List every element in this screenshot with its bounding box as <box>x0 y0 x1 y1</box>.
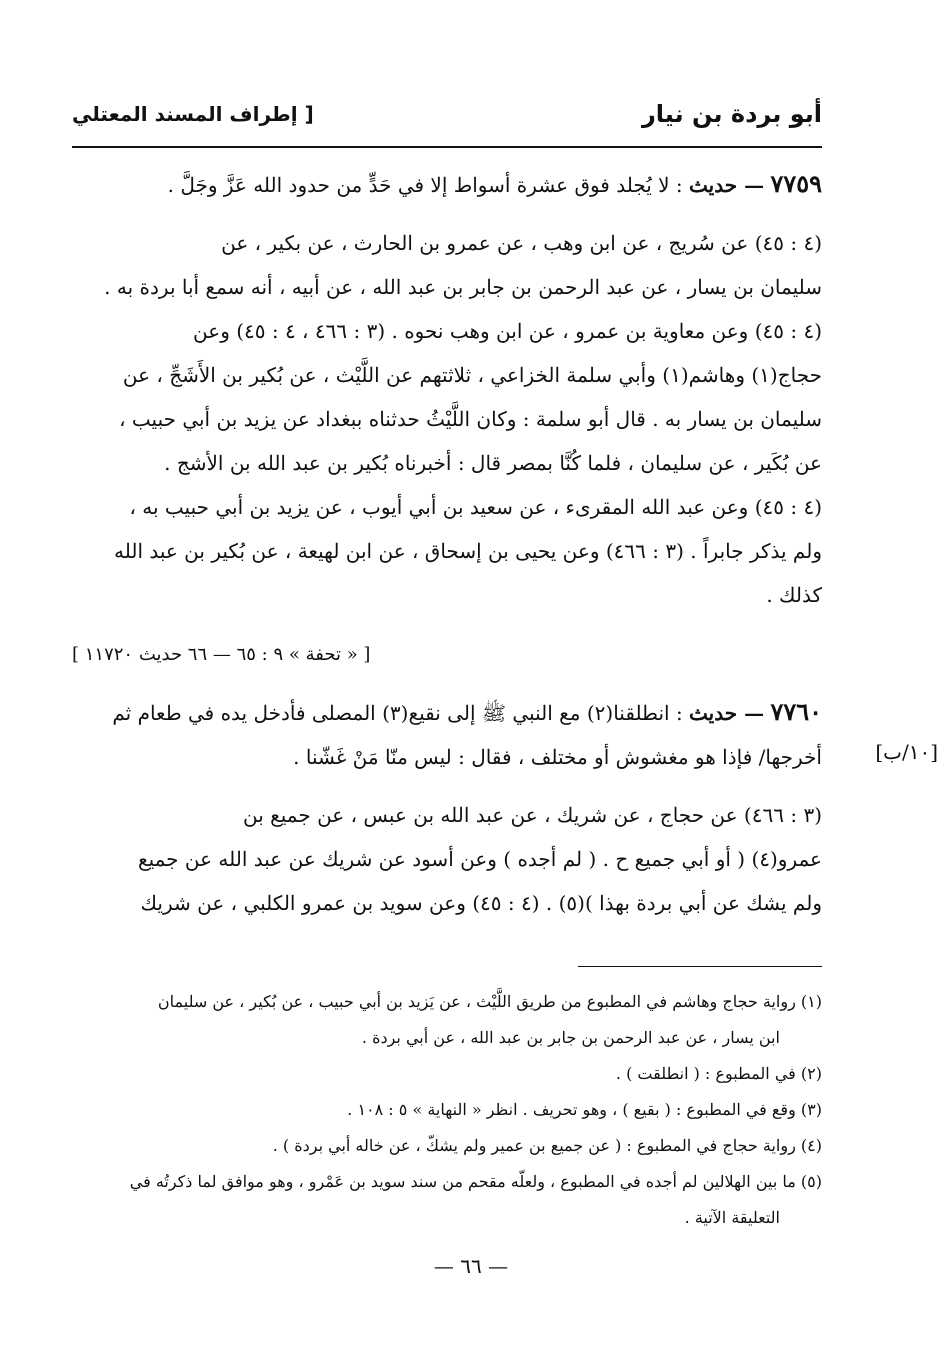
footnote-number: (٥) <box>800 1172 822 1191</box>
footnote-divider <box>578 966 822 967</box>
footnote-text: ما بين الهلالين لم أجده في المطبوع ، ولعلّه مقحم من سند سويد بن عَمْرو ، وهو موافق لما ذكرتُه في <box>129 1172 796 1191</box>
footnote-number: (٣) <box>800 1100 822 1119</box>
hadith-7760 <box>72 690 822 925</box>
footnote-1 <box>72 984 822 1020</box>
isnad-line: كذلك . <box>766 583 822 607</box>
isnad-line: (٤ : ٤٥) عن سُريج ، عن ابن وهب ، عن عمرو بن الحارث ، عن بكير ، عن <box>221 231 822 255</box>
header-divider <box>72 146 822 148</box>
footnote-continuation: التعليقة الآتية . <box>684 1208 780 1227</box>
footnote-number: (٢) <box>800 1064 822 1083</box>
hadith-matn: : لا يُجلد فوق عشرة أسواط إلا في حَدٍّ من حدود الله عَزَّ وجَلَّ . <box>167 173 683 197</box>
hadith-matn: : انطلقنا(٢) مع النبي ﷺ إلى نقيع(٣) المصلى فأدخل يده في طعام ثم <box>112 701 683 725</box>
hadith-number: ٧٧٦٠ <box>770 697 822 726</box>
manuscript-folio-marker: [١٠/ب] <box>875 740 938 764</box>
footnote-number: (١) <box>800 992 822 1011</box>
isnad-line: (٤ : ٤٥) وعن عبد الله المقرىء ، عن سعيد بن أبي أيوب ، عن يزيد بن أبي حبيب به ، <box>129 495 822 519</box>
isnad-line: (٣ : ٤٦٦) عن حجاج ، عن شريك ، عن عبد الله بن عبس ، عن جميع بن <box>242 803 822 827</box>
isnad-line: ولم يذكر جابراً . (٣ : ٤٦٦) وعن يحيى بن إسحاق ، عن ابن لهيعة ، عن بُكير بن عبد الله <box>114 539 822 563</box>
isnad-line: حجاج(١) وهاشم(١) وأبي سلمة الخزاعي ، ثلاثتهم عن اللَّيْث ، عن بُكير بن الأَشَجِّ ، عن <box>122 363 822 387</box>
footnote-text: رواية حجاج وهاشم في المطبوع من طريق اللَّيْث ، عن يَزيد بن أبي حبيب ، عن بُكير ، عن سليمان <box>157 992 796 1011</box>
isnad-line: (٤ : ٤٥) وعن معاوية بن عمرو ، عن ابن وهب نحوه . (٣ : ٤٦٦ ، ٤ : ٤٥) وعن <box>193 319 822 343</box>
isnad-line: سليمان بن يسار ، عن عبد الرحمن بن جابر بن عبد الله ، عن أبيه ، أنه سمع أبا بردة به . <box>104 275 822 299</box>
footnote-text: وقع في المطبوع : ( بقيع ) ، وهو تحريف . انظر « النهاية » ٥ : ١٠٨ . <box>347 1100 796 1119</box>
footnotes <box>72 984 822 1236</box>
footnote-number: (٤) <box>800 1136 822 1155</box>
footnote-3 <box>72 1092 822 1128</box>
hadith-matn-continued: أخرجها/ فإذا هو مغشوش أو مختلف ، فقال : ليس منّا مَنْ غَشّنا . <box>293 745 822 769</box>
running-title-book: [ إطراف المسند المعتلي <box>72 102 314 126</box>
isnad-line: عن بُكَير ، عن سليمان ، فلما كُنَّا بمصر قال : أخبرناه بُكير بن عبد الله بن الأشج . <box>164 451 822 475</box>
isnad-line: ولم يشك عن أبي بردة بهذا )(٥) . (٤ : ٤٥) وعن سويد بن عمرو الكلبي ، عن شريك <box>140 891 822 915</box>
hadith-7759 <box>72 162 822 617</box>
hadith-7759-heading <box>72 162 822 207</box>
footnote-2 <box>72 1056 822 1092</box>
hadith-label: — حديث <box>689 173 765 197</box>
footnote-5 <box>72 1164 822 1200</box>
isnad-line: سليمان بن يسار به . قال أبو سلمة : وكان اللَّيْثُ حدثناه ببغداد عن يزيد بن أبي حبيب ، <box>119 407 822 431</box>
hadith-number: ٧٧٥٩ <box>770 169 822 198</box>
hadith-label: — حديث <box>689 701 765 725</box>
hadith-7760-heading <box>72 690 822 735</box>
page-header <box>72 98 822 138</box>
running-title-chapter: أبو بردة بن نيار <box>641 100 822 128</box>
tuhfa-reference: [ « تحفة » ٩ : ٦٥ — ٦٦ حديث ١١٧٢٠ ] <box>72 644 371 665</box>
footnote-4 <box>72 1128 822 1164</box>
footnote-continuation: ابن يسار ، عن عبد الرحمن بن جابر بن عبد الله ، عن أبي بردة . <box>361 1028 780 1047</box>
isnad-line: عمرو(٤) ( أو أبي جميع ح . ( لم أجده ) وعن أسود عن شريك عن عبد الله عن جميع <box>137 847 822 871</box>
footnote-text: رواية حجاج في المطبوع : ( عن جميع بن عمير ولم يشكّ ، عن خاله أبي بردة ) . <box>272 1136 796 1155</box>
footnote-text: في المطبوع : ( انطلقت ) . <box>615 1064 796 1083</box>
page-number: — ٦٦ — <box>433 1254 509 1278</box>
